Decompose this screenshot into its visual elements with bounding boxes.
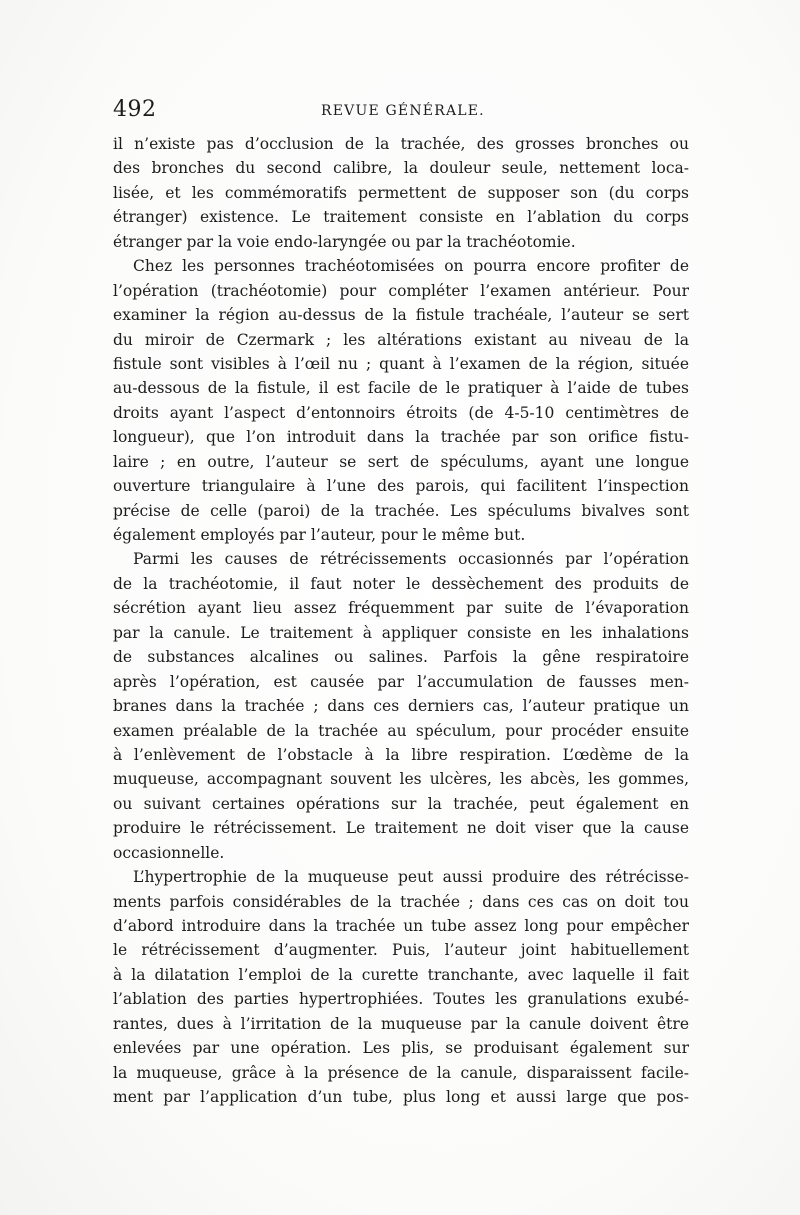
text-line: il n’existe pas d’occlusion de la trachée, des grosses bronches ou: [113, 135, 689, 153]
text-line: laire ; en outre, l’auteur se sert de spéculums, ayant une longue: [113, 452, 689, 471]
text-line: étranger) existence. Le traitement consiste en l’ablation du corps: [113, 208, 689, 227]
text-line: l’ablation des parties hypertrophiées. Toutes les granulations exubé-: [113, 990, 689, 1009]
text-line: du miroir de Czermark ; les altérations existant au niveau de la: [113, 330, 689, 349]
text-line: L’hypertrophie de la muqueuse peut aussi produire des rétrécisse-: [133, 868, 689, 887]
text-line: fistule sont visibles à l’œil nu ; quant à l’examen de la région, située: [113, 354, 689, 373]
text-line: à la dilatation l’emploi de la curette tranchante, avec laquelle il fait: [113, 965, 689, 984]
text-line: ouverture triangulaire à l’une des parois, qui facilitent l’inspection: [113, 477, 689, 496]
text-line: examiner la région au-dessus de la fistule trachéale, l’auteur se sert: [113, 306, 689, 325]
text-line: d’abord introduire dans la trachée un tube assez long pour empêcher: [113, 917, 689, 935]
text-line: examen préalable de la trachée au spéculum, pour procéder ensuite: [113, 721, 689, 740]
text-line: lisée, et les commémoratifs permettent de supposer son (du corps: [113, 183, 689, 202]
text-line: enlevées par une opération. Les plis, se produisant également sur: [113, 1039, 689, 1058]
page-header: [113, 96, 689, 130]
text-line: rantes, dues à l’irritation de la muqueuse par la canule doivent être: [113, 1014, 689, 1033]
text-line: par la canule. Le traitement à appliquer consiste en les inhalations: [113, 623, 689, 642]
text-line: à l’enlèvement de l’obstacle à la libre respiration. L’œdème de la: [113, 745, 689, 764]
text-line: l’opération (trachéotomie) pour compléter l’examen antérieur. Pour: [113, 281, 689, 300]
text-line: également employés par l’auteur, pour le même but.: [113, 526, 526, 544]
text-line: sécrétion ayant lieu assez fréquemment par suite de l’évaporation: [113, 599, 689, 618]
text-line: la muqueuse, grâce à la présence de la canule, disparaissent facile-: [113, 1063, 689, 1082]
text-line: au-dessous de la fistule, il est facile de le pratiquer à l’aide de tubes: [113, 379, 689, 398]
text-line: de la trachéotomie, il faut noter le dessèchement des produits de: [113, 574, 689, 593]
text-line: muqueuse, accompagnant souvent les ulcères, les abcès, les gommes,: [113, 770, 689, 789]
text-line: ou suivant certaines opérations sur la trachée, peut également en: [113, 794, 689, 813]
text-line: après l’opération, est causée par l’accumulation de fausses men-: [113, 672, 689, 691]
text-line: des bronches du second calibre, la douleur seule, nettement loca-: [113, 159, 689, 178]
text-line: Chez les personnes trachéotomisées on pourra encore profiter de: [133, 257, 689, 276]
text-line: de substances alcalines ou salines. Parfois la gêne respiratoire: [113, 648, 689, 667]
page-number: 492: [113, 97, 157, 122]
text-line: droits ayant l’aspect d’entonnoirs étroits (de 4-5-10 centimètres de: [113, 403, 689, 422]
text-line: ment par l’application d’un tube, plus long et aussi large que pos-: [113, 1088, 689, 1107]
text-line: étranger par la voie endo-laryngée ou par la trachéotomie.: [113, 232, 576, 251]
text-line: le rétrécissement d’augmenter. Puis, l’auteur joint habituellement: [113, 941, 689, 960]
text-line: longueur), que l’on introduit dans la trachée par son orifice fistu-: [113, 428, 689, 447]
running-title: REVUE GÉNÉRALE.: [321, 103, 485, 119]
text-line: produire le rétrécissement. Le traitement ne doit viser que la cause: [113, 819, 689, 838]
body-text: [113, 132, 689, 1110]
text-line: occasionnelle.: [113, 843, 225, 862]
text-line: précise de celle (paroi) de la trachée. Les spéculums bivalves sont: [113, 501, 689, 520]
text-line: ments parfois considérables de la trachée ; dans ces cas on doit tou: [113, 892, 689, 911]
text-line: branes dans la trachée ; dans ces derniers cas, l’auteur pratique un: [113, 697, 689, 716]
text-line: Parmi les causes de rétrécissements occasionnés par l’opération: [133, 550, 689, 569]
